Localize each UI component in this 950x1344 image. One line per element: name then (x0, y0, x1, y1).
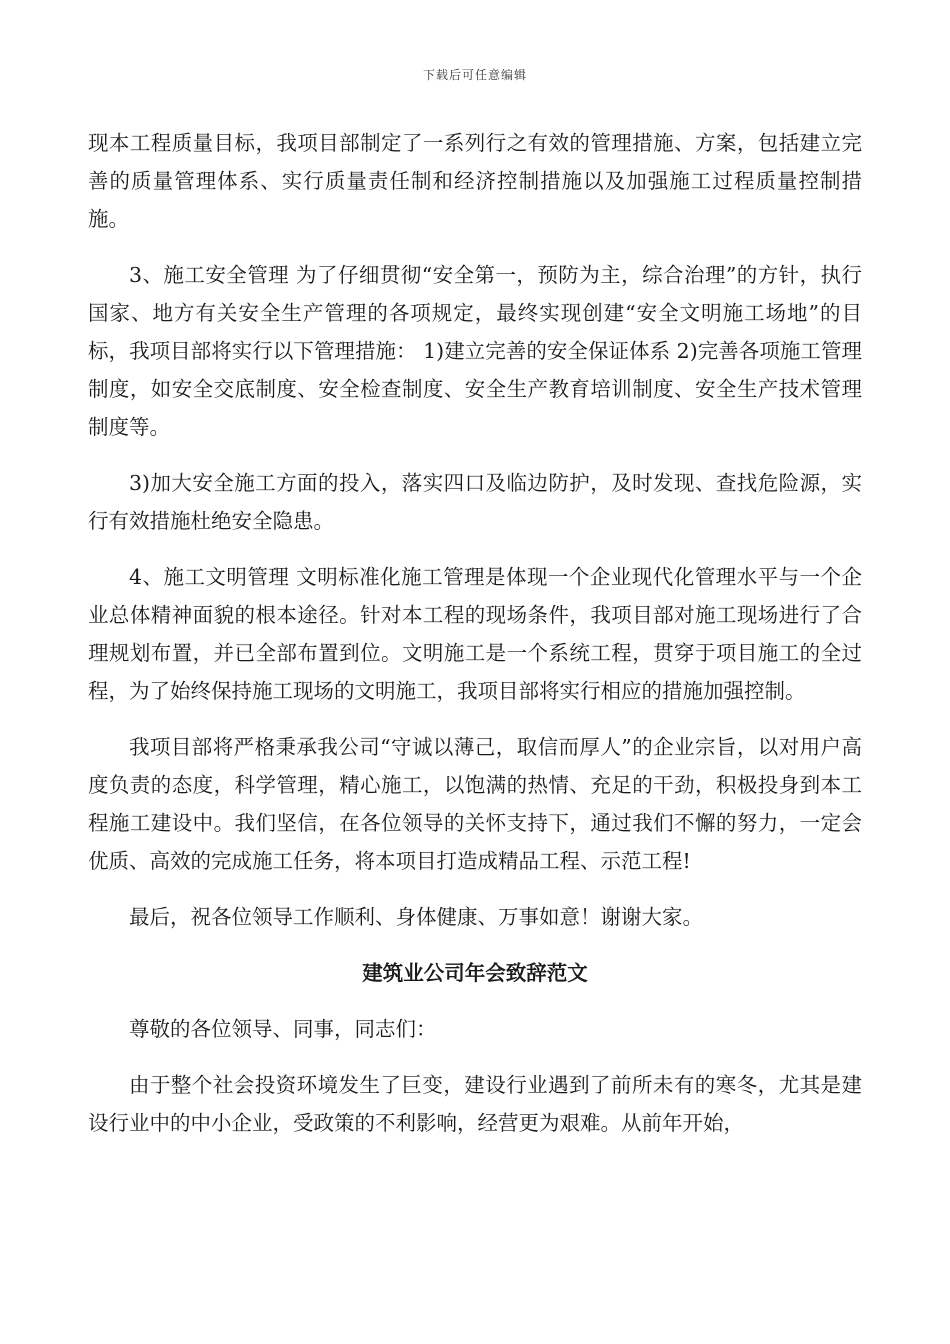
paragraph-safety-management: 3、施工安全管理 为了仔细贯彻“安全第一，预防为主，综合治理”的方针，执行国家、地方有关安全生产管理的各项规定，最终实现创建“安全文明施工场地”的目标，我项目部将实行以下管理措施： 1)建立完善的安全保证体系 2)完善各项施工管理制度，如安全交底制度、安全检查制度、安全生产教育培训制度、安全生产技术管理制度等。 (88, 263, 862, 439)
salutation: 尊敬的各位领导、同事，同志们： (129, 1017, 437, 1041)
paragraph-industry-situation: 由于整个社会投资环境发生了巨变，建设行业遇到了前所未有的寒冬，尤其是建设行业中的中小企业，受政策的不利影响，经营更为艰难。从前年开始， (88, 1073, 862, 1135)
paragraph-civilized-construction: 4、施工文明管理 文明标准化施工管理是体现一个企业现代化管理水平与一个企业总体精神面貌的根本途径。针对本工程的现场条件，我项目部对施工现场进行了合理规划布置，并已全部布置到位。文明施工是一个系统工程，贯穿于项目施工的全过程，为了始终保持施工现场的文明施工，我项目部将实行相应的措施加强控制。 (88, 565, 862, 703)
paragraph-quality-measures: 现本工程质量目标，我项目部制定了一系列行之有效的管理措施、方案，包括建立完善的质量管理体系、实行质量责任制和经济控制措施以及加强施工过程质量控制措施。 (88, 131, 862, 231)
page-header-note: 下载后可任意编辑 (422, 68, 527, 82)
paragraph-company-commitment: 我项目部将严格秉承我公司“守诚以薄己，取信而厚人”的企业宗旨，以对用户高度负责的态度，科学管理，精心施工，以饱满的热情、充足的干劲，积极投身到本工程施工建设中。我们坚信，在各位领导的关怀支持下，通过我们不懈的努力，一定会优质、高效的完成施工任务，将本项目打造成精品工程、示范工程! (88, 735, 862, 873)
section-title: 建筑业公司年会致辞范文 (362, 961, 588, 985)
paragraph-safety-investment: 3)加大安全施工方面的投入，落实四口及临边防护，及时发现、查找危险源，实行有效措施杜绝安全隐患。 (88, 471, 862, 533)
document-body (88, 124, 862, 1142)
paragraph-closing-wishes: 最后，祝各位领导工作顺利、身体健康、万事如意！谢谢大家。 (129, 905, 703, 929)
